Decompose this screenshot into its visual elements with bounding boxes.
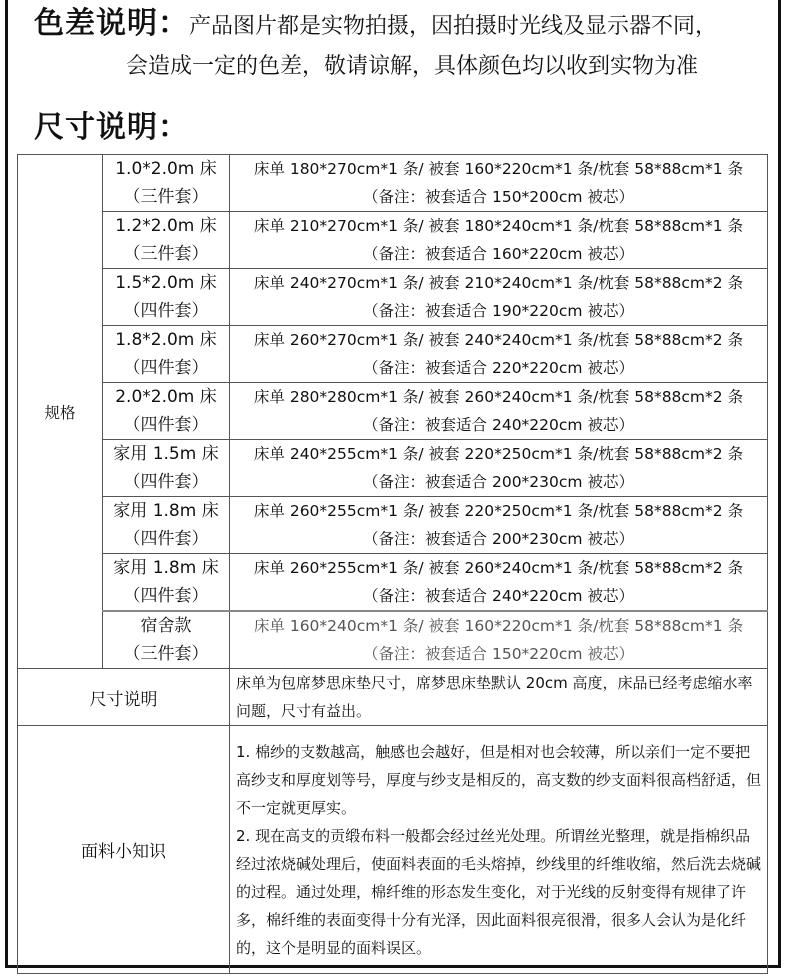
row-detail-cell xyxy=(230,269,768,326)
table-row xyxy=(18,269,768,326)
spec-label: 规格 xyxy=(18,155,103,669)
row-detail: 床单 280*280cm*1 条/ 被套 260*240cm*1 条/枕套 58*88cm*2 条 xyxy=(253,388,744,406)
fabric-label: 面料小知识 xyxy=(18,726,230,974)
row-set: （三件套） xyxy=(123,187,209,207)
notice-line-1: 产品图片都是实物拍摄，因拍摄时光线及显示器不同， xyxy=(189,14,718,39)
row-model: 家用 1.5m 床 xyxy=(113,444,219,464)
row-model: 家用 1.8m 床 xyxy=(113,558,219,578)
row-detail-cell xyxy=(230,440,768,497)
row-detail: 床单 260*255cm*1 条/ 被套 220*250cm*1 条/枕套 58*88cm*2 条 xyxy=(253,502,744,520)
row-set: （四件套） xyxy=(123,415,209,435)
row-model-cell xyxy=(103,326,230,383)
row-model-cell xyxy=(103,554,230,612)
row-detail-cell xyxy=(230,497,768,554)
size-label: 尺寸说明 xyxy=(18,669,230,726)
row-model: 1.5*2.0m 床 xyxy=(115,273,217,293)
row-detail: 床单 240*255cm*1 条/ 被套 220*250cm*1 条/枕套 58*88cm*2 条 xyxy=(253,445,744,463)
fabric-paragraph-1: 1. 棉纱的支数越高，触感也会越好，但是相对也会较薄，所以亲们一定不要把高纱支和厚度划等号，厚度与纱支是相反的，高支数的纱支面料很高档舒适，但不一定就更厚实。 xyxy=(236,742,762,817)
row-model: 1.0*2.0m 床 xyxy=(115,159,217,179)
row-model: 1.8*2.0m 床 xyxy=(115,330,217,350)
dorm-set: （三件套） xyxy=(123,644,209,664)
row-detail-cell xyxy=(230,326,768,383)
table-row xyxy=(18,212,768,269)
row-model: 家用 1.8m 床 xyxy=(113,501,219,521)
row-set: （四件套） xyxy=(123,358,209,378)
dorm-model-cell xyxy=(103,611,230,669)
spec-table xyxy=(17,154,768,974)
row-model-cell xyxy=(103,212,230,269)
table-row xyxy=(18,726,768,974)
row-set: （四件套） xyxy=(123,529,209,549)
row-detail-cell xyxy=(230,155,768,212)
row-model-cell xyxy=(103,269,230,326)
row-set: （三件套） xyxy=(123,244,209,264)
row-detail: 床单 210*270cm*1 条/ 被套 180*240cm*1 条/枕套 58*88cm*1 条 xyxy=(253,217,744,235)
table-row xyxy=(18,155,768,212)
row-note: （备注：被套适合 240*220cm 被芯） xyxy=(363,587,634,605)
row-set: （四件套） xyxy=(123,586,209,606)
row-detail-cell xyxy=(230,383,768,440)
row-note: （备注：被套适合 190*220cm 被芯） xyxy=(363,302,634,320)
table-row xyxy=(18,554,768,612)
row-detail-cell xyxy=(230,554,768,612)
row-note: （备注：被套适合 220*220cm 被芯） xyxy=(363,359,634,377)
row-note: （备注：被套适合 200*230cm 被芯） xyxy=(363,473,634,491)
row-note: （备注：被套适合 160*220cm 被芯） xyxy=(363,245,634,263)
row-note: （备注：被套适合 240*220cm 被芯） xyxy=(363,416,634,434)
row-note: （备注：被套适合 150*200cm 被芯） xyxy=(363,188,634,206)
table-row xyxy=(18,611,768,669)
size-text: 床单为包席梦思床垫尺寸，席梦思床垫默认 20cm 高度，床品已经考虑缩水率问题，尺寸有益出。 xyxy=(230,669,768,726)
row-model-cell xyxy=(103,497,230,554)
row-detail-cell xyxy=(230,212,768,269)
row-note: （备注：被套适合 200*230cm 被芯） xyxy=(363,530,634,548)
dorm-model: 宿舍款 xyxy=(140,616,192,636)
table-row xyxy=(18,669,768,726)
row-model: 2.0*2.0m 床 xyxy=(115,387,217,407)
table-row xyxy=(18,497,768,554)
table-row xyxy=(18,440,768,497)
row-detail: 床单 180*270cm*1 条/ 被套 160*220cm*1 条/枕套 58*88cm*1 条 xyxy=(253,160,744,178)
row-set: （四件套） xyxy=(123,301,209,321)
color-difference-notice xyxy=(34,4,774,87)
dorm-note: （备注：被套适合 150*220cm 被芯） xyxy=(363,645,634,663)
dorm-detail: 床单 160*240cm*1 条/ 被套 160*220cm*1 条/枕套 58*88cm*1 条 xyxy=(253,617,744,635)
notice-line-2: 会造成一定的色差，敬请谅解，具体颜色均以收到实物为准 xyxy=(126,54,699,79)
row-detail: 床单 260*270cm*1 条/ 被套 240*240cm*1 条/枕套 58*88cm*2 条 xyxy=(253,331,744,349)
dorm-detail-cell xyxy=(230,611,768,669)
row-model-cell xyxy=(103,155,230,212)
fabric-knowledge xyxy=(230,726,768,974)
table-row xyxy=(18,383,768,440)
row-set: （四件套） xyxy=(123,472,209,492)
notice-label: 色差说明： xyxy=(34,6,189,41)
row-model-cell xyxy=(103,383,230,440)
row-detail: 床单 260*255cm*1 条/ 被套 260*240cm*1 条/枕套 58*88cm*2 条 xyxy=(253,559,744,577)
size-heading: 尺寸说明： xyxy=(34,110,189,145)
row-model-cell xyxy=(103,440,230,497)
fabric-paragraph-2: 2. 现在高支的贡缎布料一般都会经过丝光处理。所谓丝光整理，就是指棉织品经过浓烧碱处理后，使面料表面的毛头熔掉，纱线里的纤维收缩，然后洗去烧碱的过程。通过处理，棉纤维的形态发生变化，对于光线的反射变得有规律了许多，棉纤维的表面变得十分有光泽，因此面料很亮很滑，很多人会认为是化纤的，这个是明显的面料误区。 xyxy=(236,826,762,957)
table-row xyxy=(18,326,768,383)
row-model: 1.2*2.0m 床 xyxy=(115,216,217,236)
row-detail: 床单 240*270cm*1 条/ 被套 210*240cm*1 条/枕套 58*88cm*2 条 xyxy=(253,274,744,292)
